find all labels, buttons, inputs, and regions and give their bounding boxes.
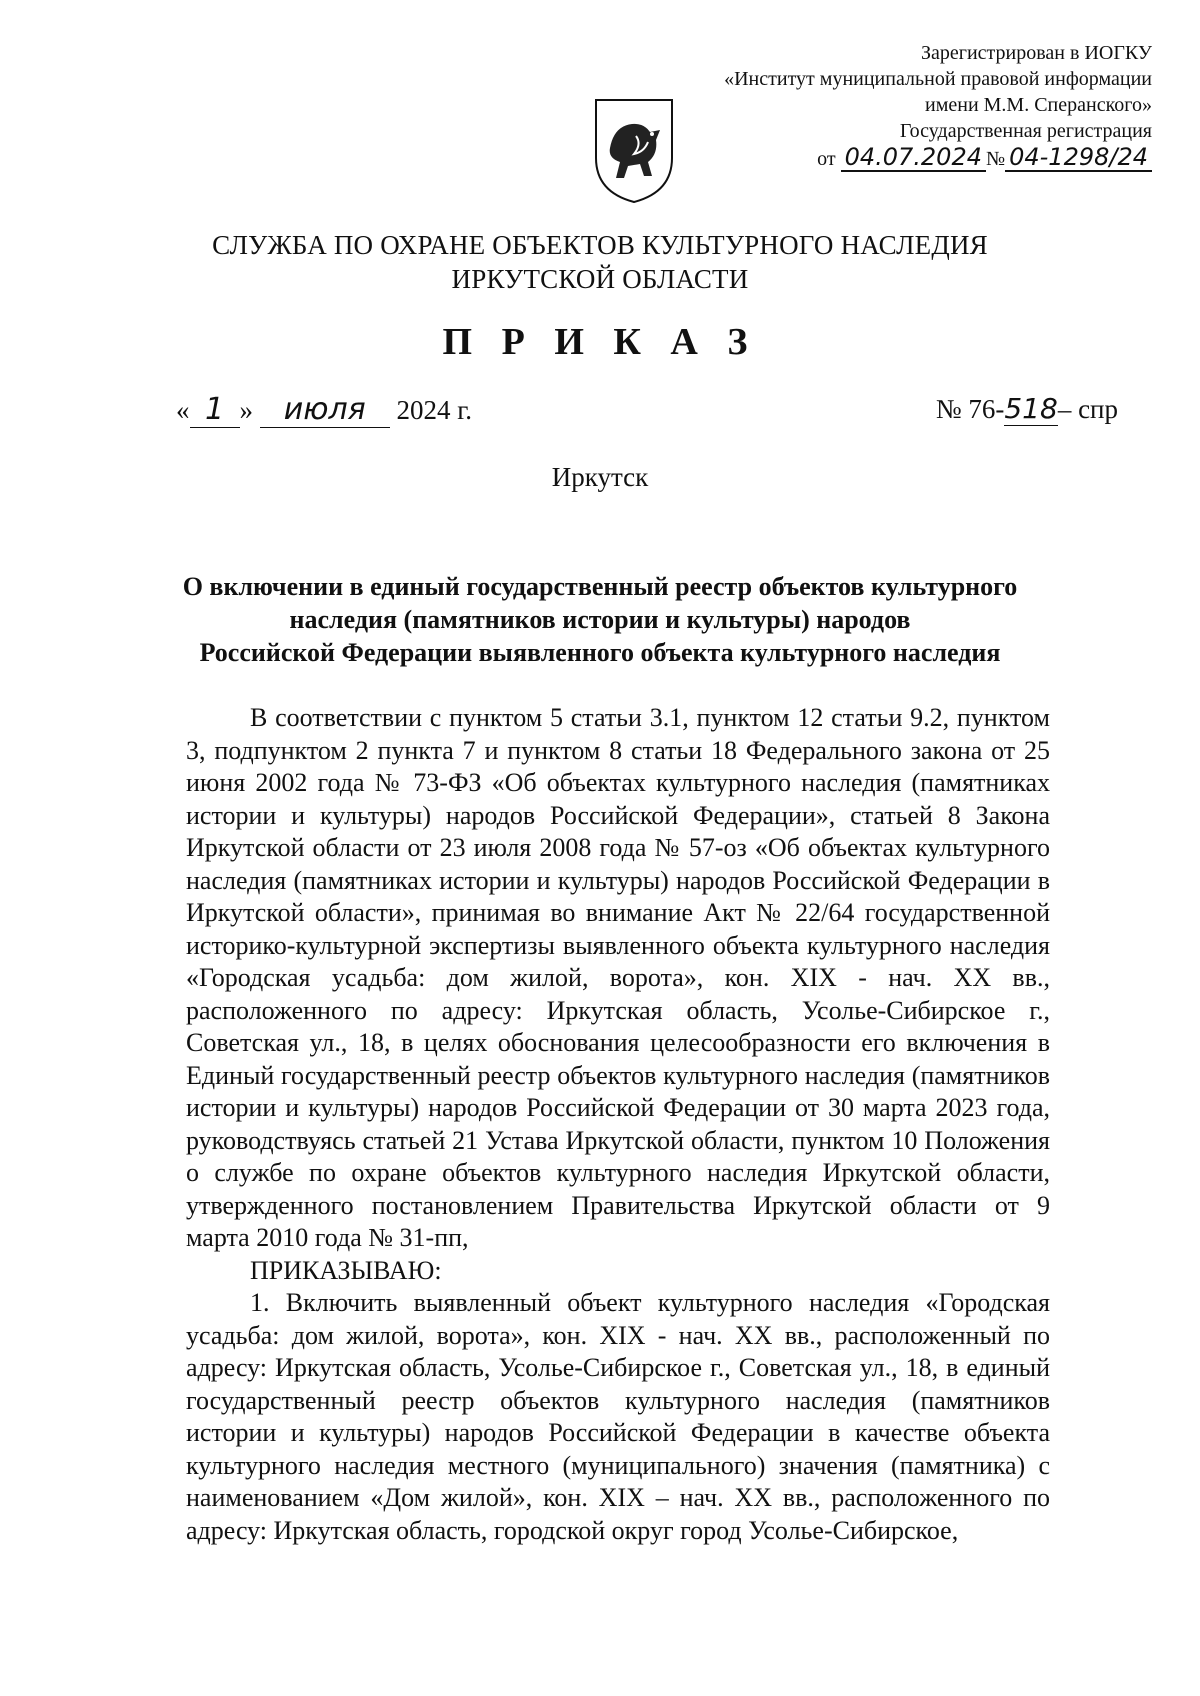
date-year: 2024 г. <box>396 395 473 425</box>
registration-number-sign: № <box>986 148 1006 170</box>
city: Иркутск <box>551 462 649 492</box>
document-type-title: П Р И К А З <box>442 321 758 363</box>
registration-line-1: Зарегистрирован в ИОГКУ <box>921 42 1152 64</box>
irkutsk-coat-of-arms-icon <box>592 96 676 206</box>
registration-number: 04-1298/24 <box>1005 144 1152 172</box>
subject-line-2: наследия (памятников истории и культуры) народов <box>289 605 911 634</box>
order-number-suffix: – спр <box>1057 394 1118 424</box>
order-number-handwritten: 518 <box>1004 392 1058 425</box>
organization-name-line-2: ИРКУТСКОЙ ОБЛАСТИ <box>451 264 749 294</box>
registration-date-number-line <box>632 144 1152 172</box>
registration-from-label: от <box>817 148 836 170</box>
order-number <box>936 392 1118 425</box>
subject-line-1: О включении в единый государственный реестр объектов культурного <box>182 572 1018 601</box>
date-month: июля <box>260 392 390 428</box>
registration-line-4: Государственная регистрация <box>899 120 1152 142</box>
subject-line-3: Российской Федерации выявленного объекта культурного наследия <box>199 638 1001 667</box>
registration-date: 04.07.2024 <box>841 144 986 172</box>
date-day: 1 <box>190 392 240 428</box>
registration-line-3: имени М.М. Сперанского» <box>925 94 1152 116</box>
registration-stamp <box>632 40 1152 172</box>
date-open-quote: « <box>176 395 190 425</box>
organization-name-line-1: СЛУЖБА ПО ОХРАНЕ ОБЪЕКТОВ КУЛЬТУРНОГО НАСЛЕДИЯ <box>212 230 988 260</box>
preamble-paragraph: В соответствии с пунктом 5 статьи 3.1, пунктом 12 статьи 9.2, пунктом 3, подпунктом 2 пункта 7 и пунктом 8 статьи 18 Федерального закона от 25 июня 2002 года № 73-ФЗ «Об объектах культурного наследия (памятниках истории и культуры) народов Российской Федерации», статьей 8 Закона Иркутской области от 23 июля 2008 года № 57-оз «Об объектах культурного наследия (памятниках истории и культуры) народов Российской Федерации в Иркутской области», принимая во внимание Акт № 22/64 государственной историко-культурной экспертизы выявленного объекта культурного наследия «Городская усадьба: дом жилой, ворота», кон. XIX - нач. XX вв., расположенного по адресу: Иркутская область, Усолье-Сибирское г., Советская ул., 18, в целях обоснования целесообразности его включения в Единый государственный реестр объектов культурного наследия (памятников истории и культуры) народов Российской Федерации от 30 марта 2023 года, руководствуясь статьей 21 Устава Иркутской области, пунктом 10 Положения о службе по охране объектов культурного наследия Иркутской области, утвержденного постановлением Правительства Иркутской области от 9 марта 2010 года № 31-пп, <box>186 703 1050 1252</box>
order-item-1: 1. Включить выявленный объект культурного наследия «Городская усадьба: дом жилой, ворота», кон. XIX - нач. XX вв., расположенный по адресу: Иркутская область, Усолье-Сибирское г., Советская ул., 18, в единый государственный реестр объектов культурного наследия (памятников истории и культуры) народов Российской Федерации в качестве объекта культурного наследия местного (муниципального) значения (памятника) с наименованием «Дом жилой», кон. XIX – нач. XX вв., расположенного по адресу: Иркутская область, городской округ город Усолье-Сибирское, <box>186 1288 1050 1545</box>
date-close-quote: » <box>239 395 253 425</box>
order-number-prefix: № 76- <box>935 394 1005 424</box>
order-subject <box>150 570 1050 669</box>
order-date <box>176 392 472 428</box>
order-body <box>186 702 1050 1547</box>
order-word: ПРИКАЗЫВАЮ: <box>250 1255 442 1285</box>
registration-line-2: «Институт муниципальной правовой информации <box>724 68 1152 90</box>
